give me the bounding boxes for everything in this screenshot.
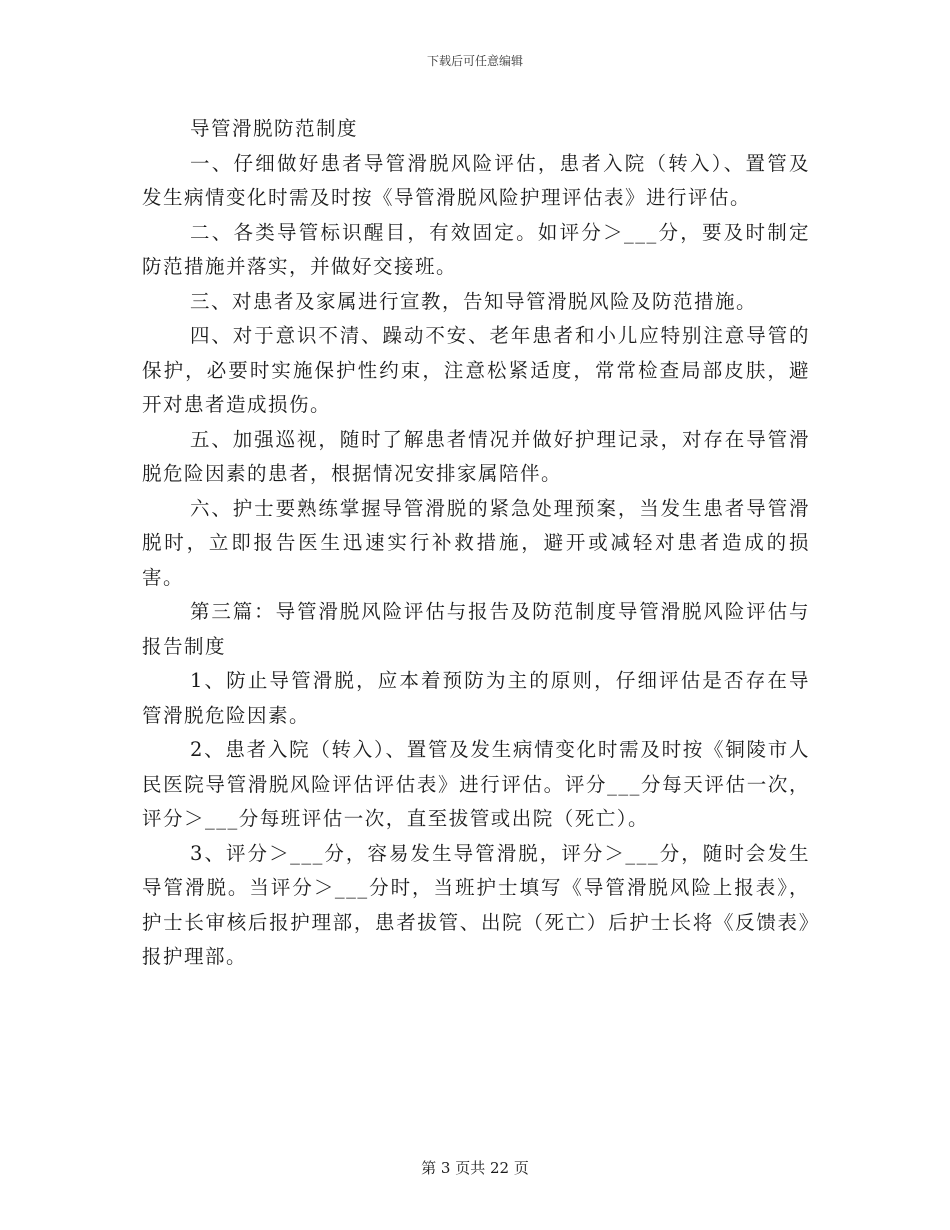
part-three-heading: 第三篇：导管滑脱风险评估与报告及防范制度导管滑脱风险评估与报告制度 bbox=[142, 600, 810, 658]
rule-item-3: 三、对患者及家属进行宣教，告知导管滑脱风险及防范措施。 bbox=[190, 289, 758, 313]
rule-item-4: 四、对于意识不清、躁动不安、老年患者和小儿应特别注意导管的保护，必要时实施保护性约束，注意松紧适度，常常检查局部皮肤，避开对患者造成损伤。 bbox=[142, 324, 810, 416]
rule-item-2: 二、各类导管标识醒目，有效固定。如评分＞___分，要及时制定防范措施并落实，并做好交接班。 bbox=[142, 220, 810, 278]
document-body bbox=[142, 112, 810, 975]
section-title: 导管滑脱防范制度 bbox=[190, 117, 359, 140]
report-rule-3: 3、评分＞___分，容易发生导管滑脱，评分＞___分，随时会发生导管滑脱。当评分＞___分时，当班护士填写《导管滑脱风险上报表》，护士长审核后报护理部，患者拔管、出院（死亡）后护士长将《反馈表》报护理部。 bbox=[142, 841, 810, 968]
rule-item-1: 一、仔细做好患者导管滑脱风险评估，患者入院（转入）、置管及发生病情变化时需及时按《导管滑脱风险护理评估表》进行评估。 bbox=[142, 151, 810, 209]
rule-item-6: 六、护士要熟练掌握导管滑脱的紧急处理预案，当发生患者导管滑脱时，立即报告医生迅速实行补救措施，避开或减轻对患者造成的损害。 bbox=[142, 496, 810, 589]
page-number-footer: 第 3 页共 22 页 bbox=[421, 1159, 529, 1177]
report-rule-2: 2、患者入院（转入）、置管及发生病情变化时需及时按《铜陵市人民医院导管滑脱风险评估评估表》进行评估。评分___分每天评估一次，评分＞___分每班评估一次，直至拔管或出院（死亡）。 bbox=[142, 738, 810, 830]
rule-item-5: 五、加强巡视，随时了解患者情况并做好护理记录，对存在导管滑脱危险因素的患者，根据情况安排家属陪伴。 bbox=[142, 427, 810, 485]
page-header-note: 下载后可任意编辑 bbox=[426, 54, 523, 68]
report-rule-1: 1、防止导管滑脱，应本着预防为主的原则，仔细评估是否存在导管滑脱危险因素。 bbox=[142, 669, 810, 727]
